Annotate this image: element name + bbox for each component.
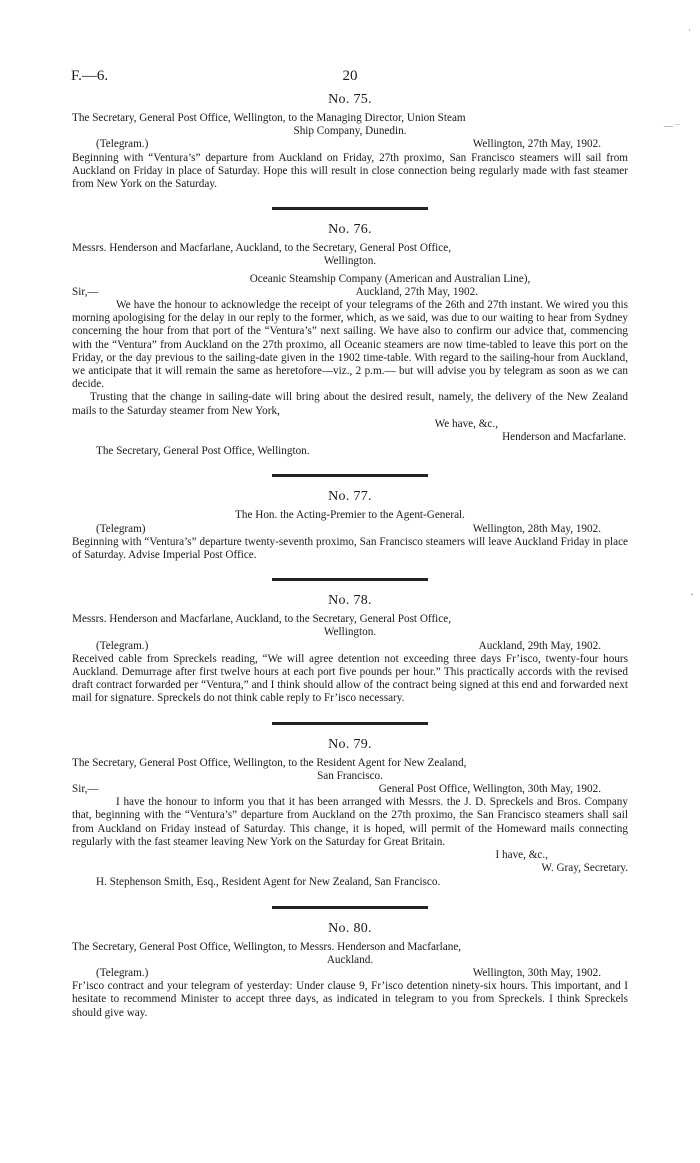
letter-78 bbox=[72, 593, 628, 705]
letter-address-cont: Ship Company, Dunedin. bbox=[293, 125, 407, 138]
letter-date: Wellington, 27th May, 1902. bbox=[472, 138, 601, 151]
telegram-label: (Telegram.) bbox=[96, 967, 149, 980]
section-divider bbox=[272, 722, 428, 725]
letter-76 bbox=[72, 222, 628, 458]
letter-80 bbox=[72, 921, 628, 1020]
letter-address: The Hon. the Acting-Premier to the Agent-General. bbox=[235, 509, 465, 522]
section-divider bbox=[272, 906, 428, 909]
letter-address-cont: San Francisco. bbox=[317, 769, 383, 782]
dateline bbox=[72, 286, 628, 299]
recipient-line: The Secretary, General Post Office, Wellington. bbox=[96, 445, 310, 458]
signature-name: W. Gray, Secretary. bbox=[541, 862, 628, 875]
company-line: Oceanic Steamship Company (American and Australian Line), bbox=[249, 272, 531, 285]
section-divider bbox=[272, 207, 428, 210]
letter-date: Wellington, 28th May, 1902. bbox=[472, 522, 601, 535]
letter-79 bbox=[72, 737, 628, 890]
scan-mark: · bbox=[688, 25, 691, 35]
dateline bbox=[72, 967, 628, 980]
letter-body: Beginning with “Ventura’s” departure from Auckland on Friday, 27th proximo, San Francisco steamers will sail from Auckland on Friday in place of Saturday. Hope this will result in close connection being regularly made with fast steamer from New York on the Saturday. bbox=[72, 151, 628, 190]
section-divider bbox=[272, 578, 428, 581]
signature-greeting: We have, &c., bbox=[434, 417, 498, 430]
dateline bbox=[72, 138, 628, 151]
letter-address: Messrs. Henderson and Macfarlane, Auckland, to the Secretary, General Post Office, bbox=[72, 242, 452, 255]
letter-date: Auckland, 27th May, 1902. bbox=[355, 285, 478, 298]
letter-number: No. 77. bbox=[328, 489, 372, 505]
telegram-label: (Telegram.) bbox=[96, 639, 149, 652]
signature-name: Henderson and Macfarlane. bbox=[502, 431, 626, 444]
letter-body: Received cable from Spreckels reading, “We will agree detention not exceeding three days Fr’isco, twenty-four hours Auckland. Demurrage after first twelve hours at each port five pounds per hour.” This practically accords with the revised draft contract forwarded per “Ventura,” and I think should allow of the contract being signed at this end and forwarded next mail for signature. Spreckels do not think cable reply to Fr’isco necessary. bbox=[72, 652, 628, 705]
scan-mark: ˊ bbox=[690, 591, 694, 605]
letter-address-cont: Wellington. bbox=[323, 626, 377, 639]
telegram-label: (Telegram) bbox=[96, 522, 146, 535]
salutation: Sir,— bbox=[72, 285, 99, 298]
document-page bbox=[72, 66, 628, 1020]
letter-address: The Secretary, General Post Office, Wellington, to the Managing Director, Union Steam bbox=[72, 112, 466, 124]
letter-body: Beginning with “Ventura’s” departure twenty-seventh proximo, San Francisco steamers will leave Auckland Friday in place of Saturday. Advise Imperial Post Office. bbox=[72, 535, 628, 562]
signature-greeting: I have, &c., bbox=[495, 849, 548, 862]
letter-body-2: Trusting that the change in sailing-date will bring about the desired result, namely, the delivery of the New Zealand mails to the Saturday steamer from New York, bbox=[72, 391, 628, 417]
letter-body: Fr’isco contract and your telegram of yesterday: Under clause 9, Fr’isco detention ninety-six hours. This important, and I hesitate to recommend Minister to accept three days, as indicated in telegram to you from Spreckels. I think Spreckels should give way. bbox=[72, 980, 628, 1019]
dateline bbox=[72, 523, 628, 536]
letter-75 bbox=[72, 92, 628, 191]
letter-date: Auckland, 29th May, 1902. bbox=[478, 639, 601, 652]
letter-number: No. 79. bbox=[328, 736, 372, 752]
dateline bbox=[72, 783, 628, 796]
letter-address-cont: Auckland. bbox=[326, 953, 374, 966]
series-label: F.—6. bbox=[71, 68, 109, 84]
letter-address: The Secretary, General Post Office, Wellington, to Messrs. Henderson and Macfarlane, bbox=[72, 940, 462, 953]
dateline bbox=[72, 640, 628, 653]
scan-mark: — ⁻ bbox=[664, 121, 681, 131]
page-number: 20 bbox=[342, 68, 358, 84]
letter-number: No. 80. bbox=[328, 920, 372, 936]
letter-address: The Secretary, General Post Office, Wellington, to the Resident Agent for New Zealand, bbox=[72, 756, 467, 769]
letter-number: No. 78. bbox=[328, 593, 372, 609]
letter-address-cont: Wellington. bbox=[323, 255, 377, 268]
salutation: Sir,— bbox=[72, 783, 99, 796]
letter-body: We have the honour to acknowledge the receipt of your telegrams of the 26th and 27th instant. We wired you this morning apologising for the delay in our reply to the former, which, as we said, was due to our waiting to hear from Sydney concerning the hour from that port of the “Ventura’s” next sailing. We have also to confirm our advice that, commencing with the “Ventura” from Auckland on the 27th proximo, all Oceanic steamers are now time-tabled to leave this port on the Friday, or the day previous to the sailing-date given in the 1902 time-table. With regard to the sailing-hour from Auckland, we anticipate that it will remain the same as heretofore—viz., 2 p.m.— but will advise you by telegram as soon as we can decide. bbox=[72, 299, 628, 391]
letter-number: No. 76. bbox=[328, 222, 372, 238]
letter-date: General Post Office, Wellington, 30th May, 1902. bbox=[378, 783, 601, 796]
letter-77 bbox=[72, 489, 628, 562]
letter-body: I have the honour to inform you that it has been arranged with Messrs. the J. D. Spreckels and Bros. Company that, beginning with the “Ventura’s” departure from Auckland on the 27th proximo, the San Francisco steamers shall sail from Auckland on Friday instead of Saturday. This change, it is hoped, will permit of the Homeward mails connecting regularly with the fast steamer leaving New York on the Saturday for Great Britain. bbox=[72, 796, 628, 848]
telegram-label: (Telegram.) bbox=[96, 138, 149, 151]
letter-address: Messrs. Henderson and Macfarlane, Auckland, to the Secretary, General Post Office, bbox=[72, 613, 452, 626]
running-head bbox=[72, 66, 628, 92]
section-divider bbox=[272, 474, 428, 477]
letter-date: Wellington, 30th May, 1902. bbox=[472, 967, 601, 980]
recipient-line: H. Stephenson Smith, Esq., Resident Agent for New Zealand, San Francisco. bbox=[96, 876, 441, 889]
letter-number: No. 75. bbox=[328, 92, 372, 107]
